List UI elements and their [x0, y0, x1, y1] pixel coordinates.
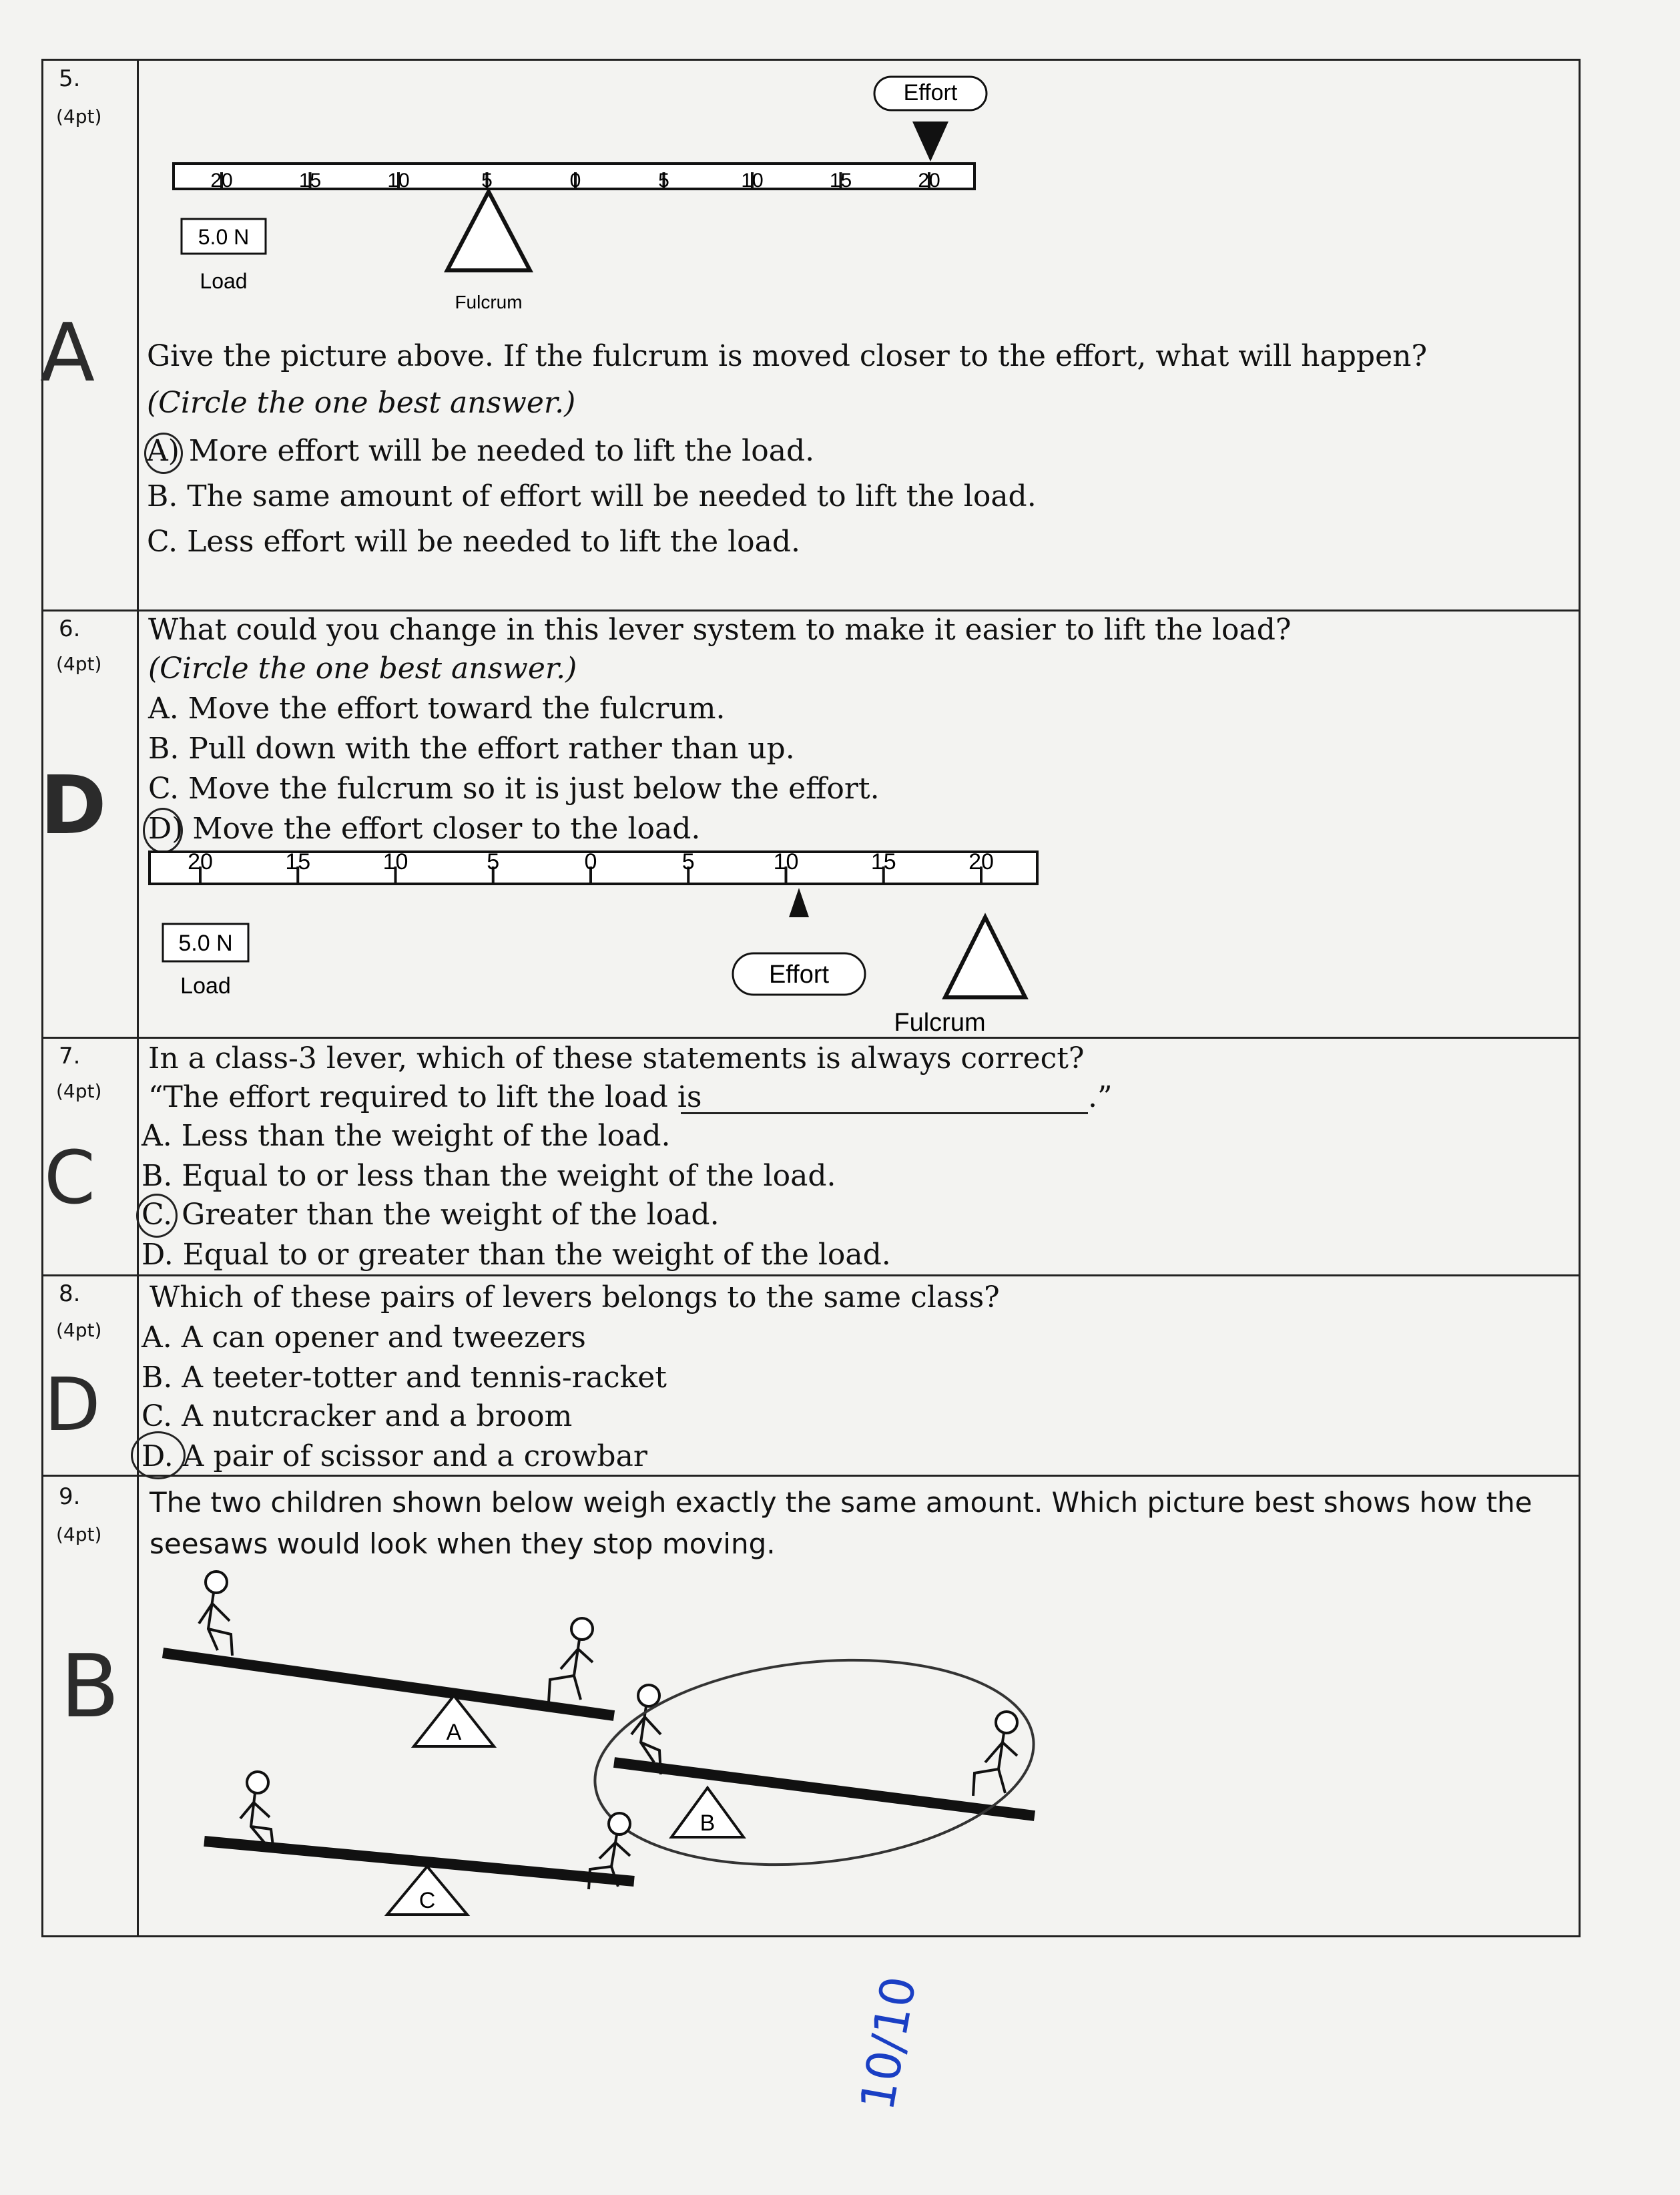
row-divider	[43, 1475, 1579, 1477]
option-a[interactable]: A. Move the effort toward the fulcrum.	[148, 692, 726, 726]
answer-blank	[681, 1112, 1088, 1114]
instruction-text: (Circle the one best answer.)	[148, 652, 577, 686]
question-text: What could you change in this lever system to make it easier to lift the load?	[148, 613, 1292, 647]
question-points: (4pt)	[56, 105, 102, 128]
question-text: Which of these pairs of levers belongs to the same class?	[150, 1280, 1000, 1314]
option-b[interactable]: B. The same amount of effort will be needed to lift the load.	[147, 479, 1037, 513]
load-label: Load	[180, 973, 231, 999]
seesaw-illustration	[147, 1562, 1135, 1936]
question-number: 9.	[59, 1483, 81, 1510]
option-a[interactable]: A. A can opener and tweezers	[142, 1320, 586, 1355]
question-number: 6.	[59, 616, 81, 642]
lever-tick-label: 15	[285, 849, 311, 875]
option-c[interactable]: C. A nutcracker and a broom	[142, 1399, 573, 1433]
lever-tick-label: 20	[210, 170, 233, 192]
lever-tick-label: 20	[918, 170, 940, 192]
fulcrum-triangle	[447, 192, 530, 270]
fulcrum-label: Fulcrum	[894, 1009, 986, 1037]
score-mark: 10/10	[849, 1972, 927, 2115]
answer-circle	[131, 1431, 186, 1479]
lever-tick-label: 10	[382, 849, 408, 875]
child-figure	[549, 1618, 593, 1702]
handwritten-answer: D	[40, 760, 107, 852]
lever-tick-label: 15	[870, 849, 896, 875]
option-b[interactable]: B. A teeter-totter and tennis-racket	[142, 1361, 667, 1395]
question-stem-end: .”	[1088, 1080, 1113, 1114]
option-c[interactable]: C. Greater than the weight of the load.	[142, 1198, 720, 1232]
question-points: (4pt)	[56, 653, 102, 675]
load-label: Load	[200, 269, 248, 293]
lever-tick-label: 10	[773, 849, 799, 875]
option-a[interactable]: A) More effort will be needed to lift the load.	[147, 434, 815, 468]
question-text: Give the picture above. If the fulcrum is moved closer to the effort, what will happen?	[147, 339, 1428, 373]
handwritten-answer: D	[44, 1362, 101, 1447]
question-points: (4pt)	[56, 1319, 102, 1341]
seesaw-label-c: C	[418, 1888, 436, 1913]
lever-tick-label: 10	[741, 170, 764, 192]
option-d[interactable]: D) Move the effort closer to the load.	[148, 812, 701, 846]
option-c[interactable]: C. Less effort will be needed to lift the load.	[147, 525, 801, 559]
lever-tick-label: 5	[681, 849, 695, 875]
handwritten-answer: B	[60, 1636, 120, 1737]
load-value: 5.0 N	[198, 225, 250, 249]
child-figure	[973, 1712, 1017, 1796]
handwritten-answer: C	[44, 1135, 95, 1220]
lever-diagram-q6	[140, 846, 1048, 1047]
lever-tick-label: 20	[968, 849, 994, 875]
lever-tick-label: 5	[481, 170, 493, 192]
question-points: (4pt)	[56, 1080, 102, 1102]
seesaw-c	[204, 1772, 634, 1915]
option-b[interactable]: B. Equal to or less than the weight of the load.	[142, 1159, 836, 1193]
question-number: 7.	[59, 1043, 81, 1069]
lever-ticks	[210, 170, 940, 192]
seesaw-a	[163, 1571, 614, 1746]
lever-tick-label: 15	[298, 170, 322, 192]
instruction-text: (Circle the one best answer.)	[147, 386, 576, 420]
lever-tick-label: 15	[829, 170, 852, 192]
seesaw-label-b: B	[699, 1810, 716, 1836]
lever-tick-label: 10	[387, 170, 410, 192]
option-b[interactable]: B. Pull down with the effort rather than up.	[148, 732, 795, 766]
lever-tick-label: 5	[658, 170, 669, 192]
option-d[interactable]: D. Equal to or greater than the weight of the load.	[142, 1238, 891, 1272]
lever-tick-label: 0	[569, 170, 581, 192]
row-divider	[43, 609, 1579, 612]
effort-arrow	[912, 121, 948, 162]
question-stem: “The effort required to lift the load is	[148, 1080, 702, 1114]
handwritten-answer: A	[40, 307, 95, 400]
question-text: In a class-3 lever, which of these statements is always correct?	[148, 1041, 1085, 1075]
fulcrum-label: Fulcrum	[455, 292, 523, 312]
child-figure	[199, 1571, 232, 1656]
lever-tick-label: 20	[188, 849, 213, 875]
fulcrum-triangle	[945, 917, 1025, 997]
question-number: 5.	[59, 65, 81, 92]
load-value: 5.0 N	[178, 931, 233, 956]
lever-tick-label: 0	[584, 849, 597, 875]
answer-circle	[136, 1194, 178, 1238]
question-text-2: seesaws would look when they stop moving.	[150, 1527, 776, 1560]
effort-label: Effort	[768, 961, 830, 989]
column-divider	[137, 61, 139, 1935]
option-d[interactable]: D. A pair of scissor and a crowbar	[142, 1439, 647, 1473]
answer-circle	[144, 433, 183, 474]
lever-diagram-q5	[160, 67, 995, 320]
seesaw-label-a: A	[446, 1720, 462, 1745]
option-c[interactable]: C. Move the fulcrum so it is just below the effort.	[148, 772, 880, 806]
row-divider	[43, 1274, 1579, 1276]
question-text: The two children shown below weigh exactly the same amount. Which picture best shows how the	[150, 1486, 1532, 1519]
effort-label: Effort	[903, 80, 958, 105]
effort-arrow	[789, 888, 809, 917]
option-a[interactable]: A. Less than the weight of the load.	[142, 1119, 671, 1153]
question-number: 8.	[59, 1280, 81, 1307]
seesaw-b	[585, 1640, 1044, 1885]
question-points: (4pt)	[56, 1523, 102, 1545]
lever-tick-label: 5	[487, 849, 500, 875]
